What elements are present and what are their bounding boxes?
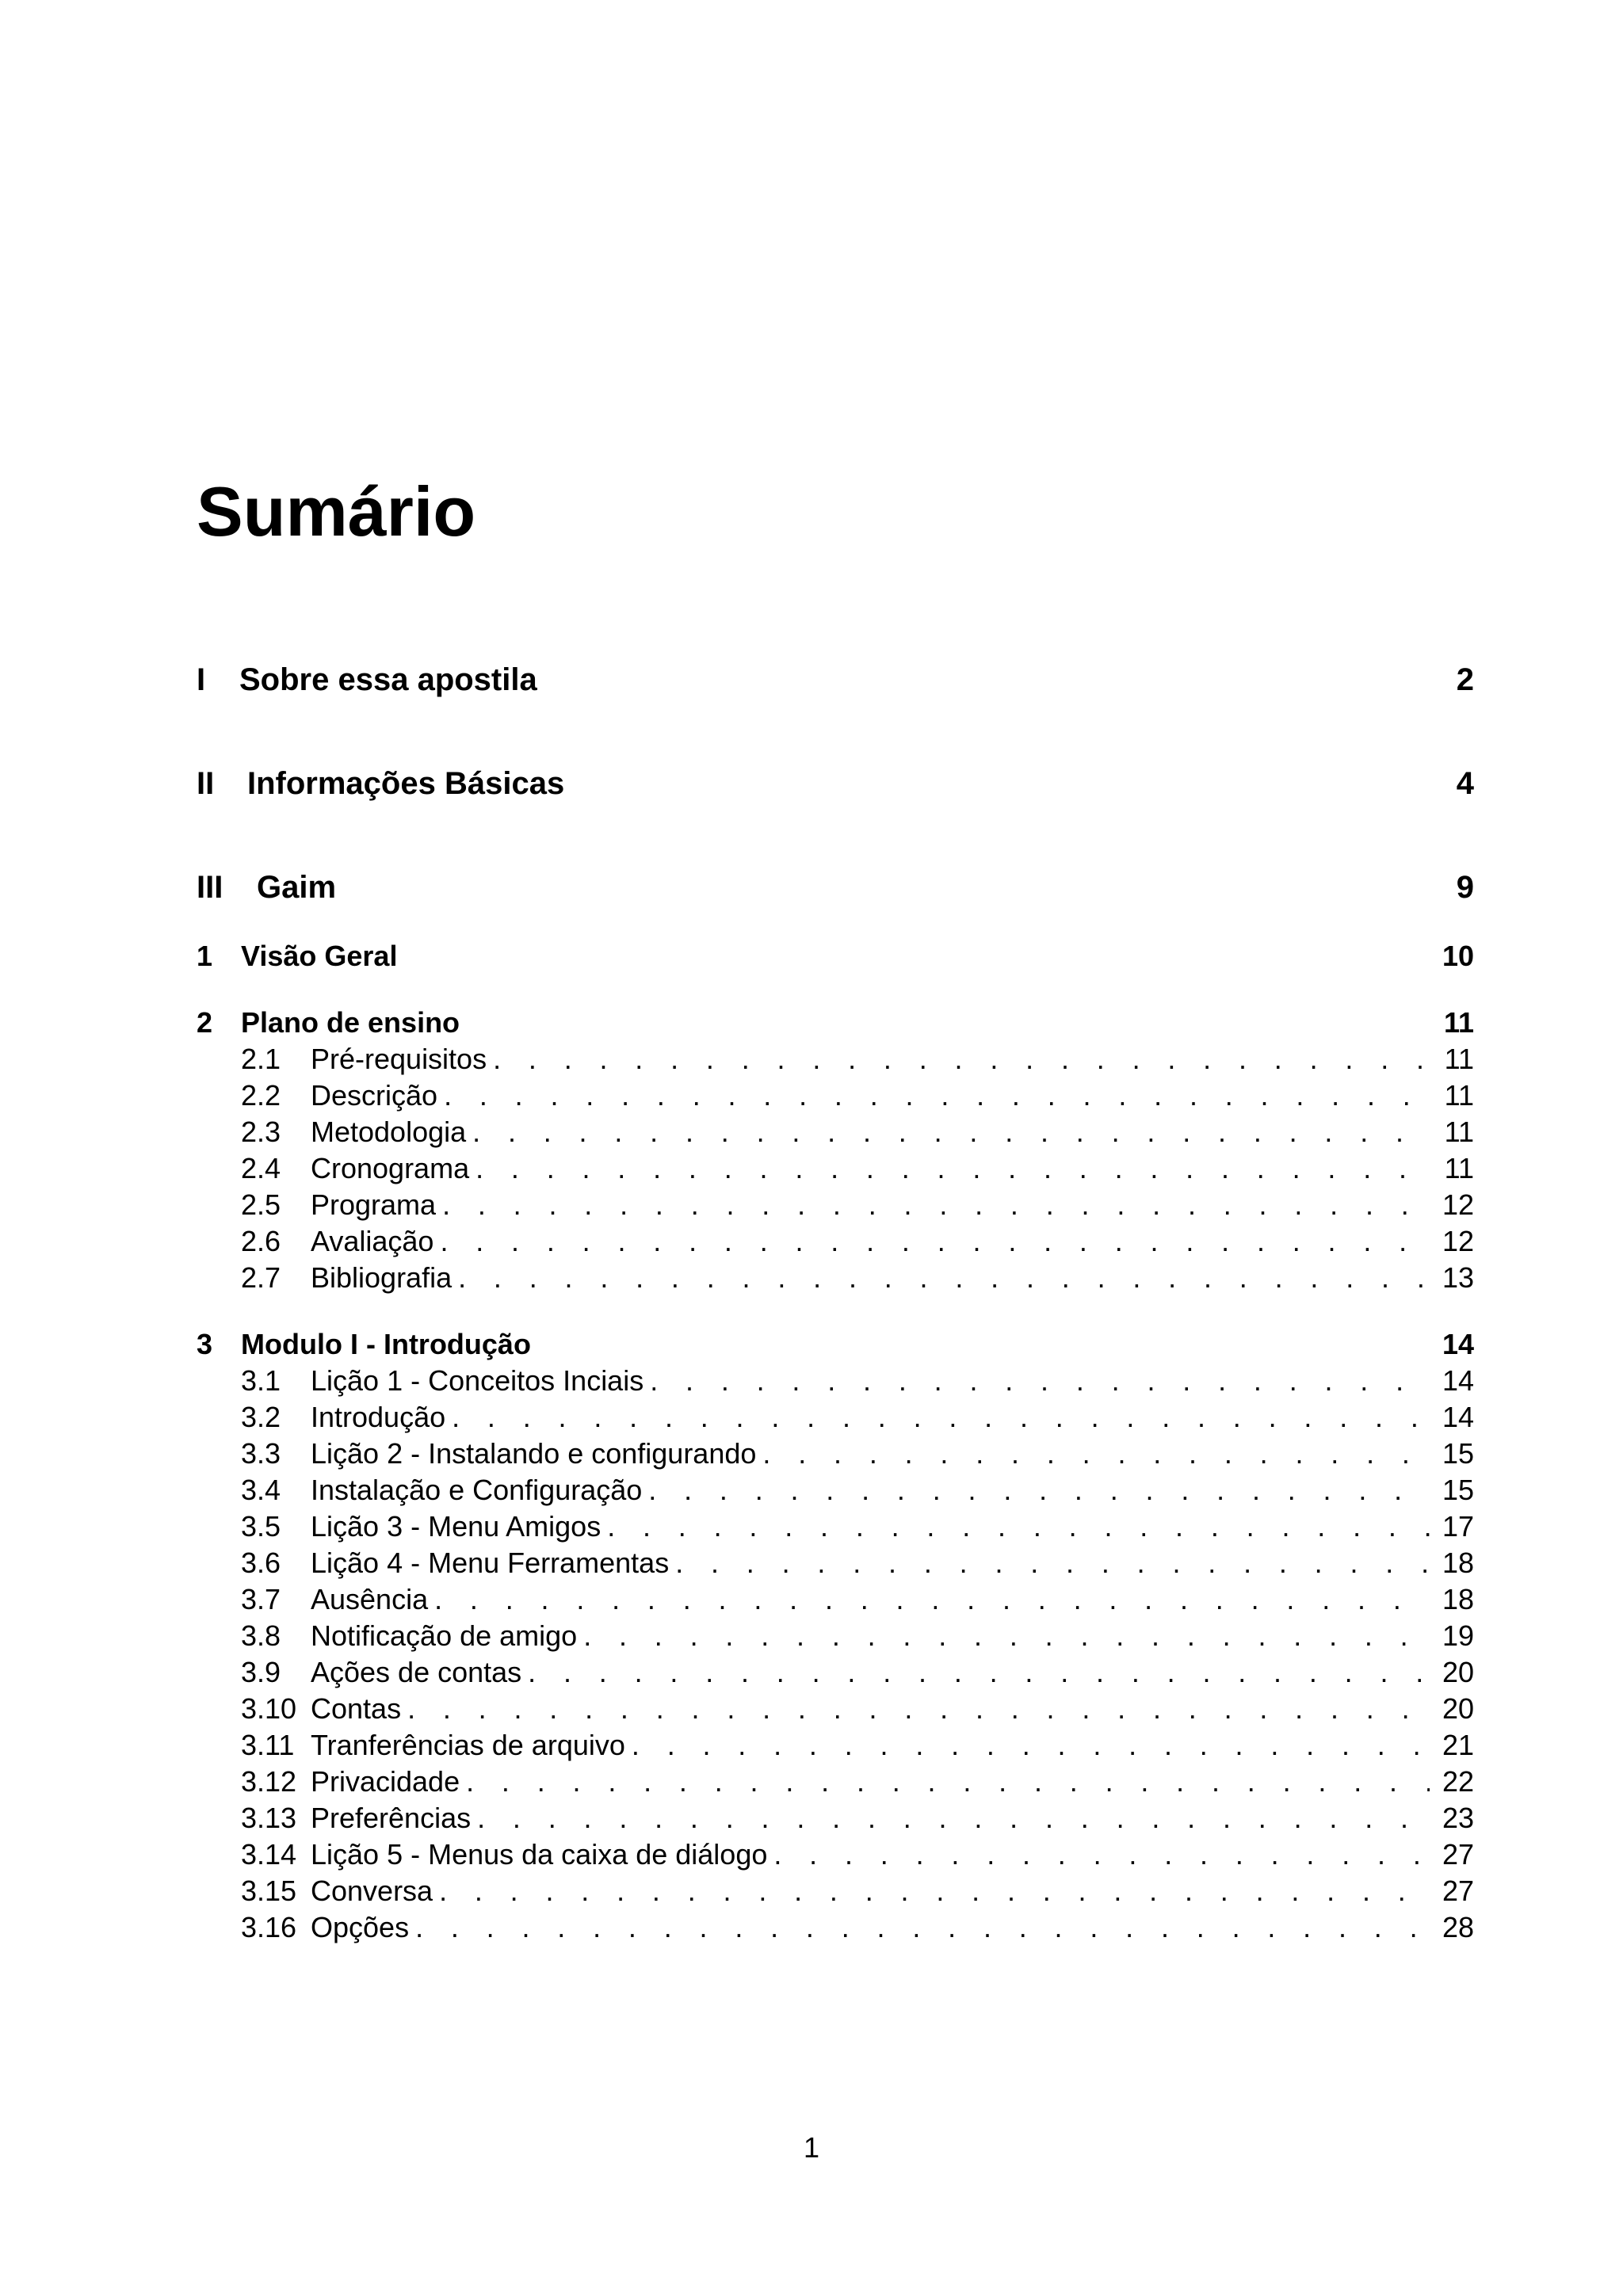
- section-title: Introdução: [311, 1401, 446, 1433]
- toc-part-entry[interactable]: [197, 766, 1474, 810]
- dot-leader: [607, 1510, 1430, 1543]
- dot-leader: [648, 1474, 1430, 1507]
- section-title: Lição 3 - Menu Amigos: [311, 1510, 601, 1543]
- section-number: 3.4: [241, 1474, 281, 1506]
- dot-leader: [675, 1547, 1430, 1580]
- section-page: 14: [1442, 1364, 1474, 1397]
- page-number: 1: [803, 2131, 820, 2164]
- section-page: 13: [1442, 1261, 1474, 1294]
- section-title: Lição 2 - Instalando e configurando: [311, 1437, 757, 1470]
- chapter-page: 10: [1442, 940, 1474, 972]
- section-page: 18: [1442, 1547, 1474, 1579]
- toc-section-entry[interactable]: [197, 1838, 1474, 1875]
- toc-section-entry[interactable]: [197, 1729, 1474, 1765]
- section-page: 11: [1444, 1079, 1474, 1112]
- toc-section-entry[interactable]: [197, 1619, 1474, 1656]
- section-number: 2.6: [241, 1225, 281, 1257]
- section-number: 2.1: [241, 1043, 281, 1075]
- section-title: Descrição: [311, 1079, 438, 1112]
- section-title: Cronograma: [311, 1152, 470, 1184]
- part-title: Sobre essa apostila: [239, 662, 537, 697]
- section-number: 3.12: [241, 1765, 297, 1798]
- section-number: 3.14: [241, 1838, 297, 1871]
- dot-leader: [773, 1838, 1430, 1871]
- dot-leader: [415, 1911, 1430, 1944]
- section-title: Lição 4 - Menu Ferramentas: [311, 1547, 670, 1579]
- section-number: 3.2: [241, 1401, 281, 1433]
- toc-section-entry[interactable]: [197, 1802, 1474, 1838]
- section-title: Bibliografia: [311, 1261, 453, 1294]
- section-page: 12: [1442, 1188, 1474, 1221]
- section-page: 22: [1442, 1765, 1474, 1798]
- dot-leader: [444, 1079, 1430, 1112]
- section-number: 2.3: [241, 1116, 281, 1148]
- toc-chapter-entry[interactable]: [197, 1328, 1474, 1366]
- dot-leader: [442, 1188, 1430, 1222]
- section-title: Preferências: [311, 1802, 472, 1834]
- section-page: 12: [1442, 1225, 1474, 1257]
- section-page: 15: [1442, 1437, 1474, 1470]
- toc-part-entry[interactable]: [197, 870, 1474, 914]
- section-number: 3.3: [241, 1437, 281, 1470]
- section-page: 21: [1442, 1729, 1474, 1761]
- section-number: 3.10: [241, 1692, 297, 1725]
- toc-section-entry[interactable]: [197, 1261, 1474, 1298]
- section-title: Lição 5 - Menus da caixa de diálogo: [311, 1838, 768, 1871]
- toc-chapter-entry[interactable]: [197, 1006, 1474, 1044]
- dot-leader: [440, 1225, 1430, 1258]
- toc-section-entry[interactable]: [197, 1364, 1474, 1401]
- section-page: 27: [1442, 1838, 1474, 1871]
- dot-leader: [439, 1875, 1430, 1908]
- toc-section-entry[interactable]: [197, 1079, 1474, 1116]
- section-title: Programa: [311, 1188, 437, 1221]
- section-number: 3.1: [241, 1364, 281, 1397]
- section-page: 14: [1442, 1401, 1474, 1433]
- section-page: 11: [1444, 1116, 1474, 1148]
- section-page: 15: [1442, 1474, 1474, 1506]
- section-number: 3.13: [241, 1802, 297, 1834]
- part-title: Informações Básicas: [247, 766, 565, 801]
- section-number: 2.4: [241, 1152, 281, 1184]
- chapter-title: Modulo I - Introdução: [241, 1328, 531, 1360]
- toc-section-entry[interactable]: [197, 1875, 1474, 1911]
- toc-section-entry[interactable]: [197, 1765, 1474, 1802]
- section-page: 20: [1442, 1656, 1474, 1688]
- section-title: Lição 1 - Conceitos Inciais: [311, 1364, 644, 1397]
- section-title: Tranferências de arquivo: [311, 1729, 625, 1761]
- toc-section-entry[interactable]: [197, 1474, 1474, 1510]
- section-page: 27: [1442, 1875, 1474, 1907]
- section-page: 18: [1442, 1583, 1474, 1615]
- dot-leader: [493, 1043, 1430, 1076]
- section-title: Avaliação: [311, 1225, 434, 1257]
- toc-section-entry[interactable]: [197, 1656, 1474, 1692]
- section-number: 3.16: [241, 1911, 297, 1943]
- part-number: III: [197, 870, 223, 905]
- chapter-number: 3: [197, 1328, 213, 1360]
- section-number: 3.7: [241, 1583, 281, 1615]
- section-page: 19: [1442, 1619, 1474, 1652]
- section-page: 23: [1442, 1802, 1474, 1834]
- dot-leader: [452, 1401, 1430, 1434]
- section-page: 20: [1442, 1692, 1474, 1725]
- toc-section-entry[interactable]: [197, 1547, 1474, 1583]
- part-page: 2: [1456, 662, 1474, 697]
- section-title: Ausência: [311, 1583, 429, 1615]
- section-title: Pré-requisitos: [311, 1043, 487, 1075]
- page-title: Sumário: [197, 472, 476, 551]
- section-title: Opções: [311, 1911, 410, 1943]
- toc-section-entry[interactable]: [197, 1043, 1474, 1079]
- toc-section-entry[interactable]: [197, 1510, 1474, 1547]
- toc-part-entry[interactable]: [197, 662, 1474, 707]
- dot-leader: [632, 1729, 1430, 1762]
- section-number: 3.11: [241, 1729, 295, 1761]
- part-page: 4: [1456, 766, 1474, 801]
- chapter-title: Visão Geral: [241, 940, 398, 972]
- toc-section-entry[interactable]: [197, 1911, 1474, 1947]
- dot-leader: [583, 1619, 1430, 1653]
- section-number: 3.6: [241, 1547, 281, 1579]
- part-number: II: [197, 766, 215, 801]
- toc-chapter-entry[interactable]: [197, 940, 1474, 978]
- dot-leader: [466, 1765, 1430, 1798]
- section-number: 2.2: [241, 1079, 281, 1112]
- section-page: 17: [1442, 1510, 1474, 1543]
- chapter-page: 14: [1442, 1328, 1474, 1360]
- section-number: 3.15: [241, 1875, 297, 1907]
- part-title: Gaim: [257, 870, 337, 905]
- toc-section-entry[interactable]: [197, 1437, 1474, 1474]
- dot-leader: [472, 1116, 1430, 1149]
- toc-section-entry[interactable]: [197, 1225, 1474, 1261]
- section-title: Ações de contas: [311, 1656, 522, 1688]
- toc-section-entry[interactable]: [197, 1116, 1474, 1152]
- toc-section-entry[interactable]: [197, 1152, 1474, 1188]
- toc-section-entry[interactable]: [197, 1583, 1474, 1619]
- section-page: 11: [1444, 1043, 1474, 1075]
- section-number: 2.5: [241, 1188, 281, 1221]
- chapter-page: 11: [1443, 1006, 1474, 1039]
- toc-section-entry[interactable]: [197, 1188, 1474, 1225]
- section-page: 28: [1442, 1911, 1474, 1943]
- section-number: 3.8: [241, 1619, 281, 1652]
- dot-leader: [477, 1802, 1430, 1835]
- dot-leader: [528, 1656, 1430, 1689]
- chapter-number: 2: [197, 1006, 213, 1039]
- dot-leader: [762, 1437, 1430, 1470]
- chapter-number: 1: [197, 940, 213, 972]
- section-title: Conversa: [311, 1875, 433, 1907]
- dot-leader: [434, 1583, 1430, 1616]
- toc-section-entry[interactable]: [197, 1401, 1474, 1437]
- section-number: 3.5: [241, 1510, 281, 1543]
- toc-section-entry[interactable]: [197, 1692, 1474, 1729]
- chapter-title: Plano de ensino: [241, 1006, 460, 1039]
- section-number: 2.7: [241, 1261, 281, 1294]
- part-page: 9: [1456, 870, 1474, 905]
- dot-leader: [407, 1692, 1430, 1726]
- dot-leader: [458, 1261, 1430, 1295]
- section-number: 3.9: [241, 1656, 281, 1688]
- dot-leader: [475, 1152, 1430, 1185]
- section-title: Privacidade: [311, 1765, 460, 1798]
- section-title: Notificação de amigo: [311, 1619, 578, 1652]
- section-page: 11: [1444, 1152, 1474, 1184]
- section-title: Contas: [311, 1692, 402, 1725]
- dot-leader: [650, 1364, 1430, 1398]
- section-title: Metodologia: [311, 1116, 467, 1148]
- section-title: Instalação e Configuração: [311, 1474, 643, 1506]
- part-number: I: [197, 662, 206, 697]
